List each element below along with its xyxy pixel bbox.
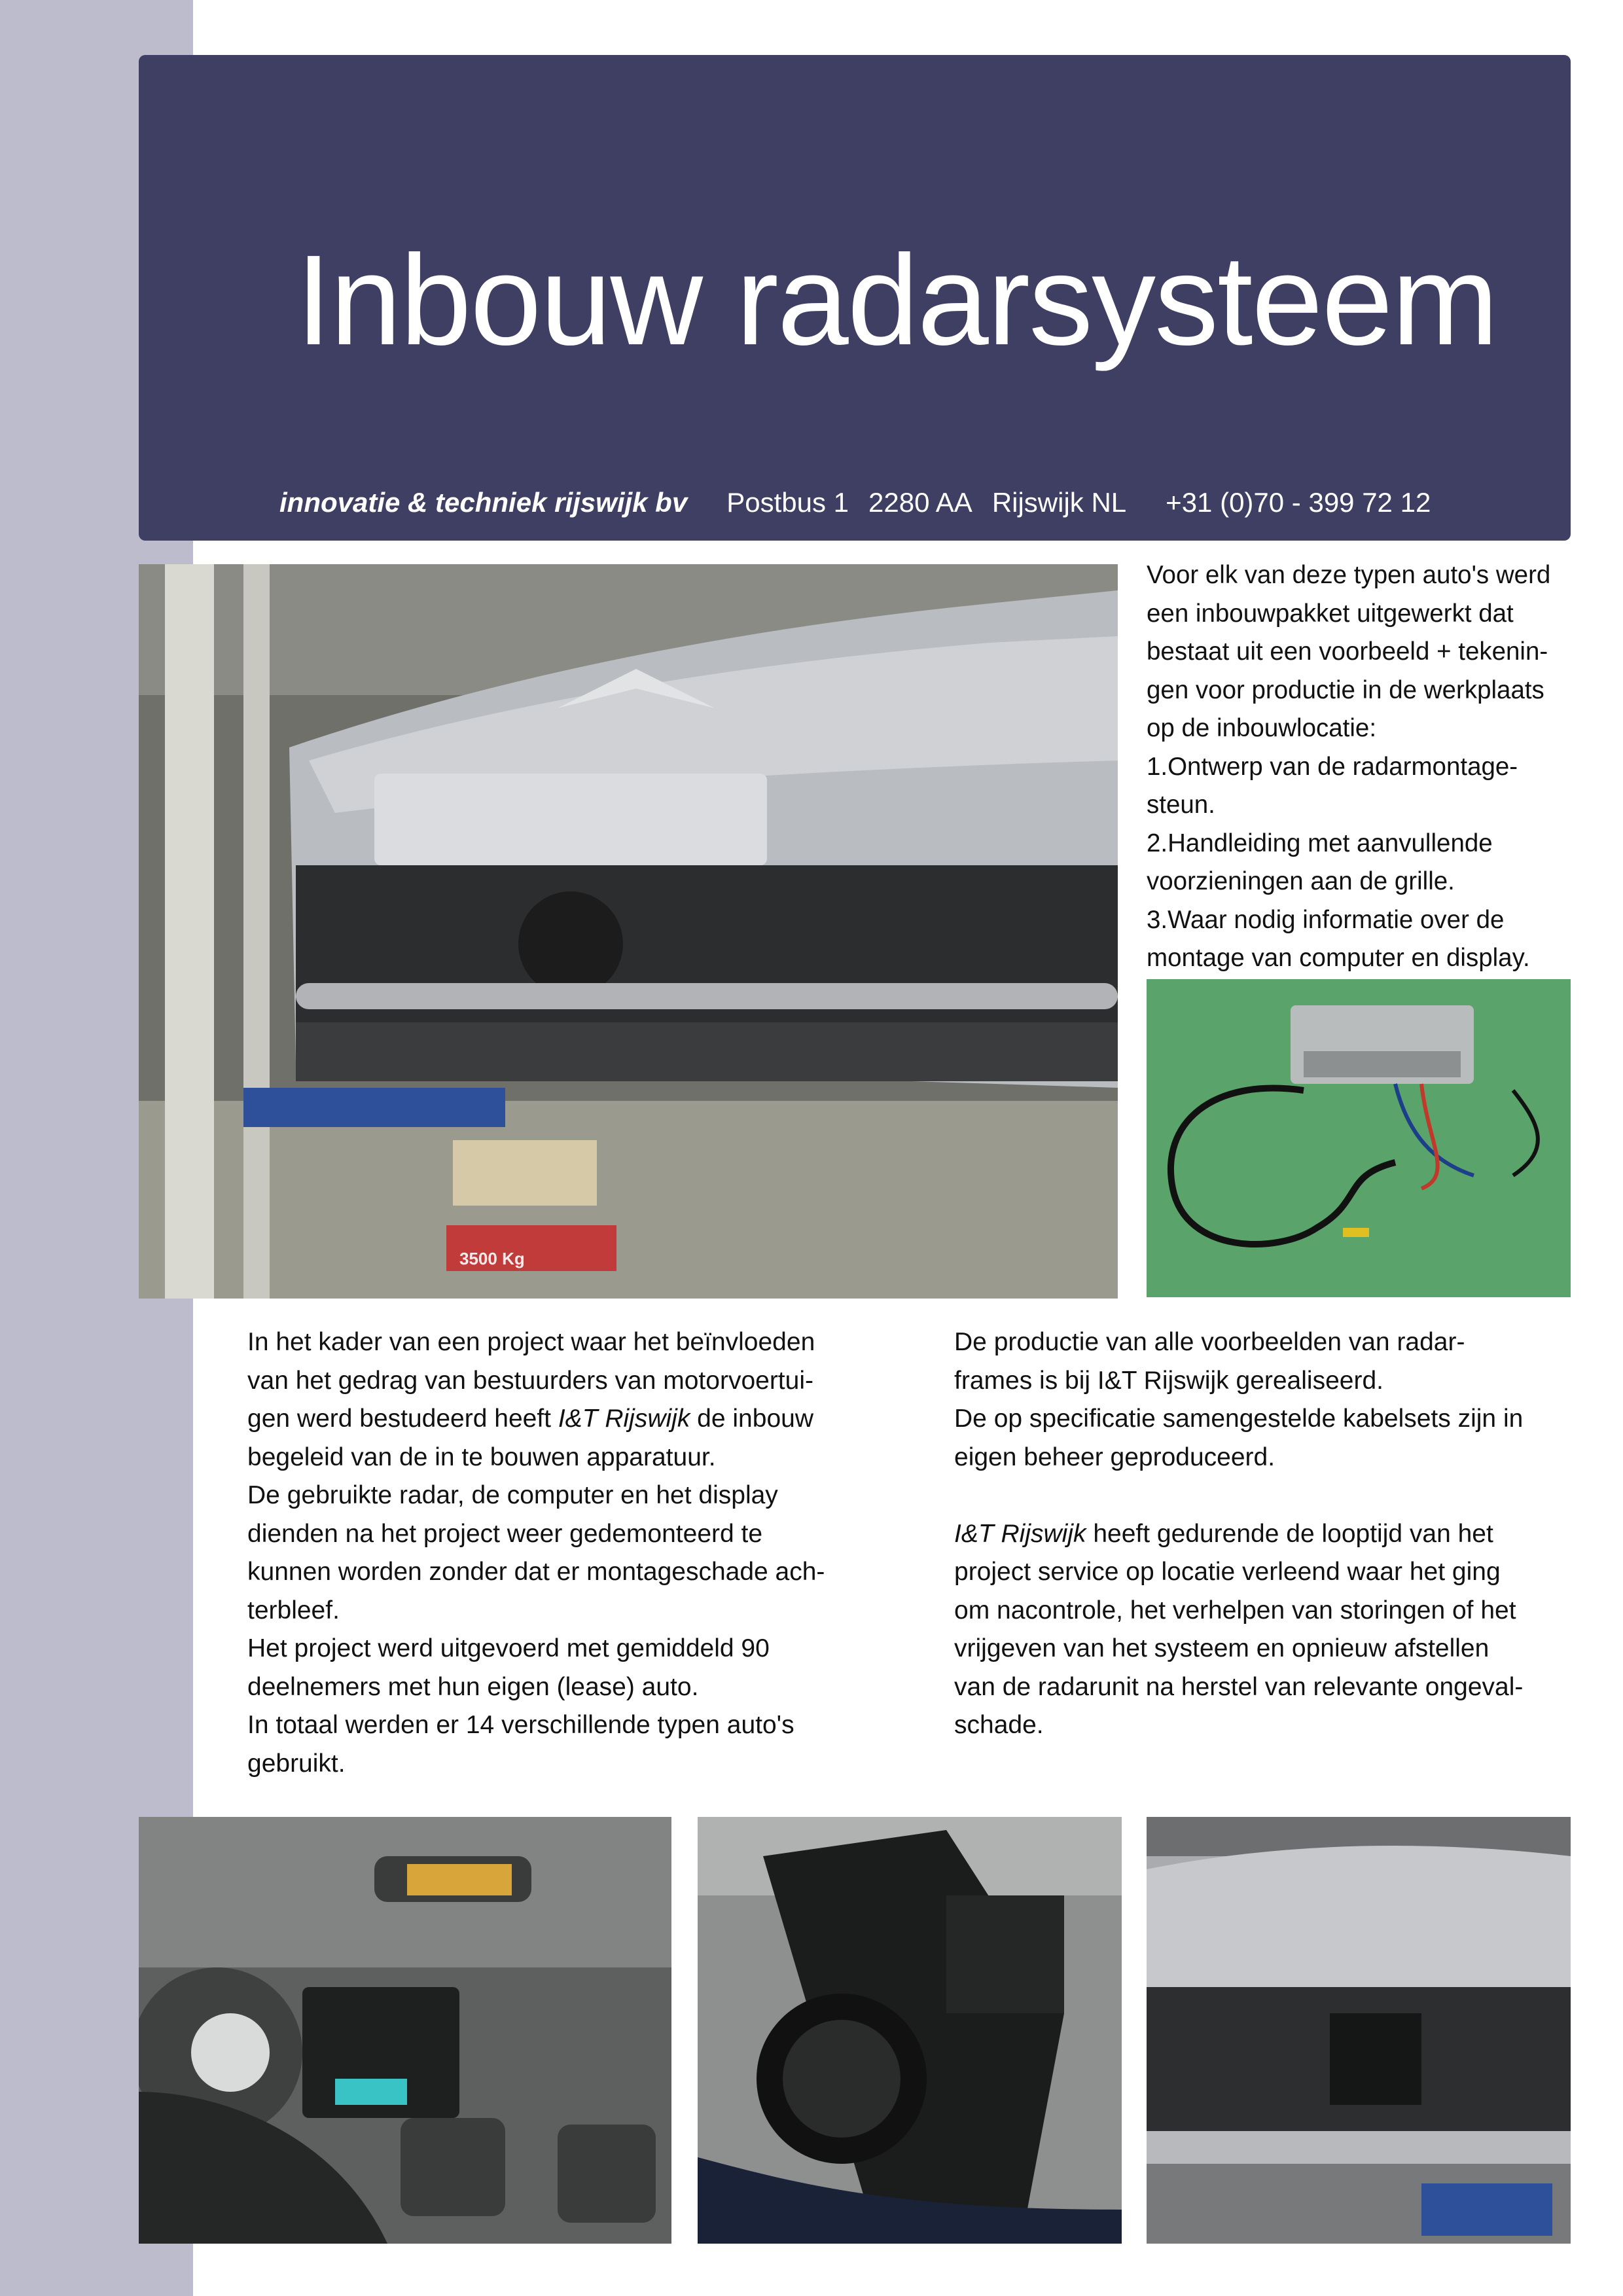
postcode: 2280 AA [868, 487, 972, 518]
page-title: Inbouw radarsysteem [296, 228, 1497, 372]
contact-line [279, 487, 1431, 518]
company-name: innovatie & techniek rijswijk bv [279, 487, 688, 518]
body-line: gebruikt. [247, 1749, 346, 1778]
right-col-line: 3.Waar nodig informatie over de [1147, 905, 1505, 934]
body-line: begeleid van de in te bouwen apparatuur. [247, 1443, 716, 1471]
header-banner [139, 55, 1571, 541]
body-line: terbleef. [247, 1596, 340, 1624]
city: Rijswijk NL [991, 487, 1127, 518]
body-line: frames is bij I&T Rijswijk gerealiseerd. [954, 1366, 1383, 1395]
right-col-line: Voor elk van deze typen auto's werd [1147, 561, 1551, 589]
body-line: vrijgeven van het systeem en opnieuw afstellen [954, 1634, 1489, 1662]
body-line: kunnen worden zonder dat er montageschade ach- [247, 1558, 825, 1586]
right-column-text [1147, 556, 1605, 978]
photo-grille-front [1147, 1817, 1571, 2244]
body-line: eigen beheer geproduceerd. [954, 1443, 1275, 1471]
body-line: Het project werd uitgevoerd met gemiddeld 90 [247, 1634, 770, 1662]
body-line: project service op locatie verleend waar het ging [954, 1558, 1501, 1586]
phone-number: +31 (0)70 - 399 72 12 [1166, 487, 1431, 518]
right-col-line: gen voor productie in de werkplaats [1147, 675, 1544, 704]
right-col-line: 1.Ontwerp van de radarmontage- [1147, 752, 1518, 781]
company-short-name: I&T Rijswijk [954, 1519, 1086, 1548]
right-col-line: op de inbouwlocatie: [1147, 714, 1377, 742]
photo-car-front [139, 564, 1118, 1299]
right-col-line: bestaat uit een voorbeeld + tekenin- [1147, 637, 1548, 666]
body-line: van de radarunit na herstel van relevante ongeval- [954, 1672, 1524, 1701]
body-line: In totaal werden er 14 verschillende typen auto's [247, 1711, 794, 1739]
body-line-part: heeft gedurende de looptijd van het [1086, 1519, 1493, 1548]
photo-computer-cables [1147, 979, 1571, 1297]
body-line: De op specificatie samengestelde kabelsets zijn in [954, 1405, 1524, 1433]
right-col-line: 2.Handleiding met aanvullende [1147, 829, 1493, 857]
body-line: De gebruikte radar, de computer en het display [247, 1481, 778, 1509]
company-short-name: I&T Rijswijk [558, 1405, 690, 1433]
photo-radar-mount [698, 1817, 1122, 2244]
body-line-part: gen werd bestudeerd heeft [247, 1405, 558, 1433]
body-line: schade. [954, 1711, 1044, 1739]
body-line-part: de inbouw [690, 1405, 813, 1433]
paragraph-gap [954, 1477, 1609, 1515]
left-body-text [247, 1323, 908, 1783]
body-line: deelnemers met hun eigen (lease) auto. [247, 1672, 699, 1701]
photo-computer-cables-icon [1147, 979, 1571, 1297]
postbus: Postbus 1 [726, 487, 849, 518]
body-line: De productie van alle voorbeelden van radar- [954, 1328, 1465, 1356]
body-line: In het kader van een project waar het beïnvloeden [247, 1328, 815, 1356]
right-col-line: een inbouwpakket uitgewerkt dat [1147, 599, 1514, 628]
right-body-text [954, 1323, 1609, 1745]
photo-car-front-radar-icon [139, 564, 1118, 1299]
lift-capacity-label: 3500 Kg [459, 1249, 525, 1268]
body-line: van het gedrag van bestuurders van motorvoertui- [247, 1366, 813, 1395]
body-line: om nacontrole, het verhelpen van storingen of het [954, 1596, 1516, 1624]
right-col-line: steun. [1147, 791, 1215, 819]
photo-dashboard-display [139, 1817, 671, 2244]
right-col-line: montage van computer en display. [1147, 944, 1530, 972]
body-line: dienden na het project weer gedemonteerd te [247, 1519, 763, 1548]
photo-radar-mount-icon [698, 1817, 1122, 2244]
body-line [954, 1515, 1609, 1554]
photo-grille-front-icon [1147, 1817, 1571, 2244]
photo-dashboard-display-icon [139, 1817, 671, 2244]
right-col-line: voorzieningen aan de grille. [1147, 867, 1455, 895]
body-line [247, 1400, 908, 1439]
